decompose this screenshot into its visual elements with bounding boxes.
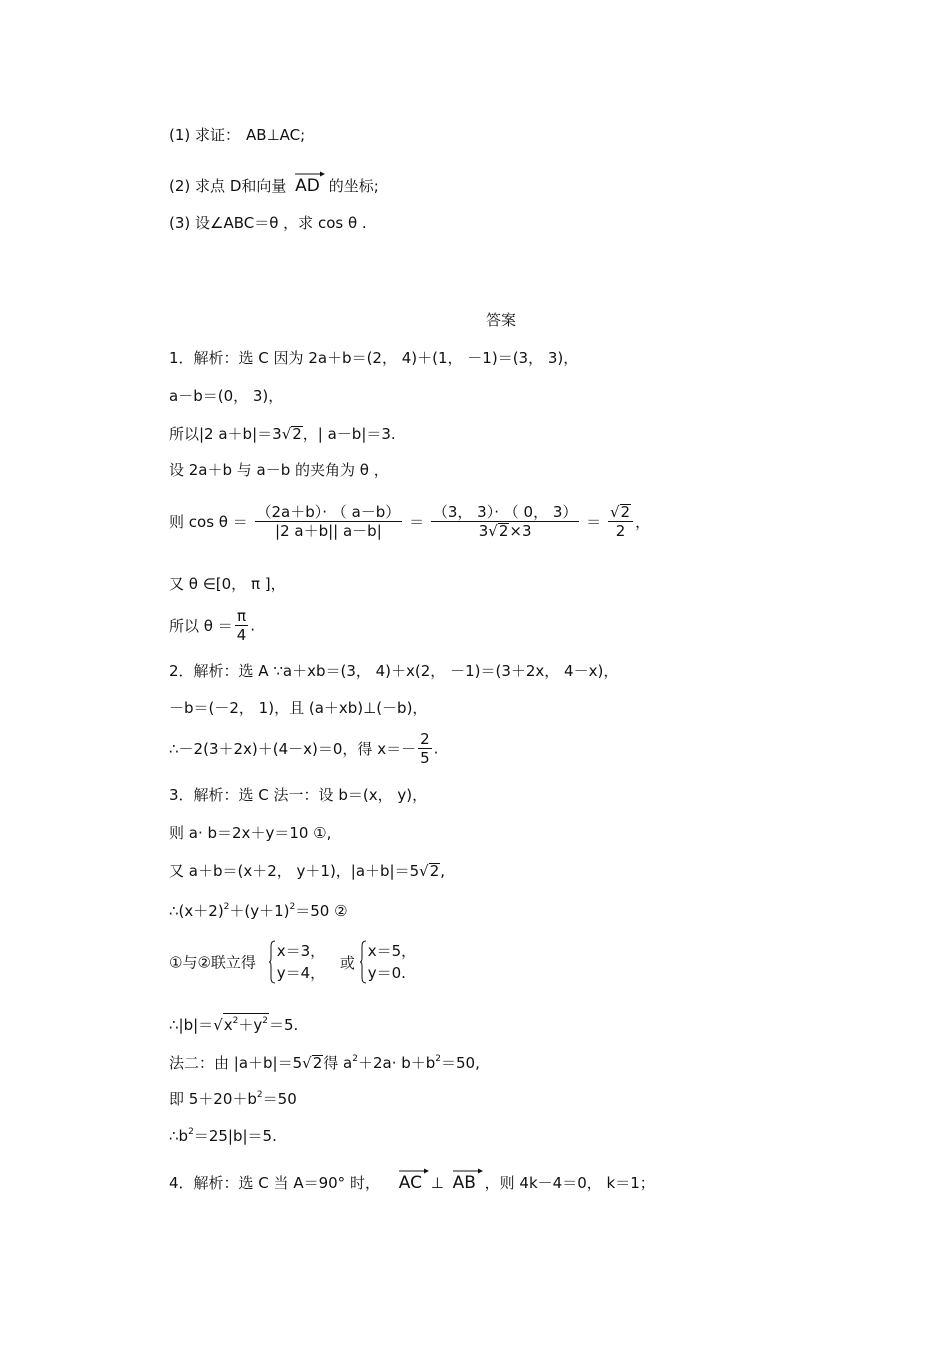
answer-3-line-3: 又 a＋b＝(x＋2， y＋1)，|a＋b|＝5√2,: [169, 862, 446, 880]
brace-icon: [269, 940, 276, 984]
answer-3-line-2: 则 a· b＝2x＋y＝10 ①,: [169, 824, 332, 842]
fraction: $\frac{(2a+b)\cdot ( a-b)}{|2 a+b|| a-b|}$: [256, 503, 401, 540]
fraction: $\frac{2}{5}$: [420, 730, 430, 767]
vector-arrow-icon: [399, 1168, 429, 1174]
equation-system-1: x＝3， y＝4，: [269, 940, 325, 984]
answers-title: 答案: [486, 311, 517, 329]
answer-3-line-6: $\therefore|b|=√x^2+y^2=5$.: [169, 1013, 298, 1034]
answer-1-line-6: 又 θ ∈[0， π ]，: [169, 575, 286, 593]
answer-3-line-1: 3．解析：选 C 法一：设 b＝(x， y)，: [169, 786, 428, 804]
vector-arrow-icon: [295, 171, 325, 177]
vector-ac: AC: [399, 1170, 422, 1192]
answer-1-line-7: 所以 θ ＝ $\frac{\pi}{4}$ .: [169, 607, 256, 644]
fraction: $\frac{\pi}{4}$: [236, 607, 247, 644]
answer-1-line-2: a－b＝(0， 3)，: [169, 387, 284, 405]
answer-3-line-8: 即 $5+20+b^2=50$: [169, 1090, 297, 1108]
vector-arrow-icon: [453, 1168, 483, 1174]
vector-ad: AD: [295, 173, 320, 195]
answer-1-line-1: 1．解析：选 C 因为 2a＋b＝(2， 4)＋(1， －1)＝(3， 3)，: [169, 349, 579, 367]
answer-2-line-3: ∴－2(3＋2x)＋(4－x)＝0，得 x＝－ $\frac{2}{5}$ .: [169, 730, 439, 767]
answer-1-line-3: 所以|2 a＋b|＝3√2，| a－b|＝3.: [169, 425, 396, 443]
fraction: $\frac{√2}{2}$: [608, 504, 633, 539]
equation-system-2: x＝5， y＝0.: [360, 940, 416, 984]
answer-3-line-9: $\therefore b^2=25|b|=5$.: [169, 1127, 277, 1145]
answer-3-system: ①与②联立得 x＝3， y＝4， 或 x＝5， y＝0.: [169, 942, 417, 982]
answer-2-line-1: 2．解析：选 A ∵a＋xb＝(3， 4)＋x(2， －1)＝(3＋2x， 4－x)，: [169, 662, 619, 680]
answer-4-line-1: 4．解析：选 C 当 A＝90° 时， AC ⊥ AB ，则 4k－4＝0， k＝1；: [169, 1170, 655, 1192]
question-2: (2) 求点 D和向量 AD 的坐标;: [169, 173, 379, 195]
answer-2-line-2: －b＝(－2， 1)，且 (a＋xb)⊥(－b)，: [169, 699, 428, 717]
answer-3-line-4: $\therefore(x+2)^2+(y+1)^2=50$ ②: [169, 902, 348, 920]
brace-icon: [360, 940, 367, 984]
fraction: $\frac{(3, 3)\cdot ( 0, 3)}{3√2\times 3}$: [432, 503, 578, 540]
question-3: (3) 设∠ABC＝θ ，求 cos θ .: [169, 214, 367, 232]
sqrt: √2: [281, 425, 302, 443]
answer-1-cos-formula: 则 cos θ ＝ $\frac{(2a+b)\cdot ( a-b)}{|2 a+b|| a-b|}$ ＝ $\frac{(3, 3)\cdot ( 0, 3)}{3√2\times 3}$ ＝ $\frac{√2}{2}$ ，: [169, 503, 651, 540]
question-1: (1) 求证： AB⊥AC;: [169, 126, 306, 144]
answer-1-line-4: 设 2a＋b 与 a－b 的夹角为 θ ，: [169, 461, 389, 479]
vector-ab: AB: [453, 1170, 476, 1192]
answer-3-line-7: 法二：由 |a＋b|＝5√2得 $a^2+2a\cdot b+b^2=50$,: [169, 1054, 480, 1072]
